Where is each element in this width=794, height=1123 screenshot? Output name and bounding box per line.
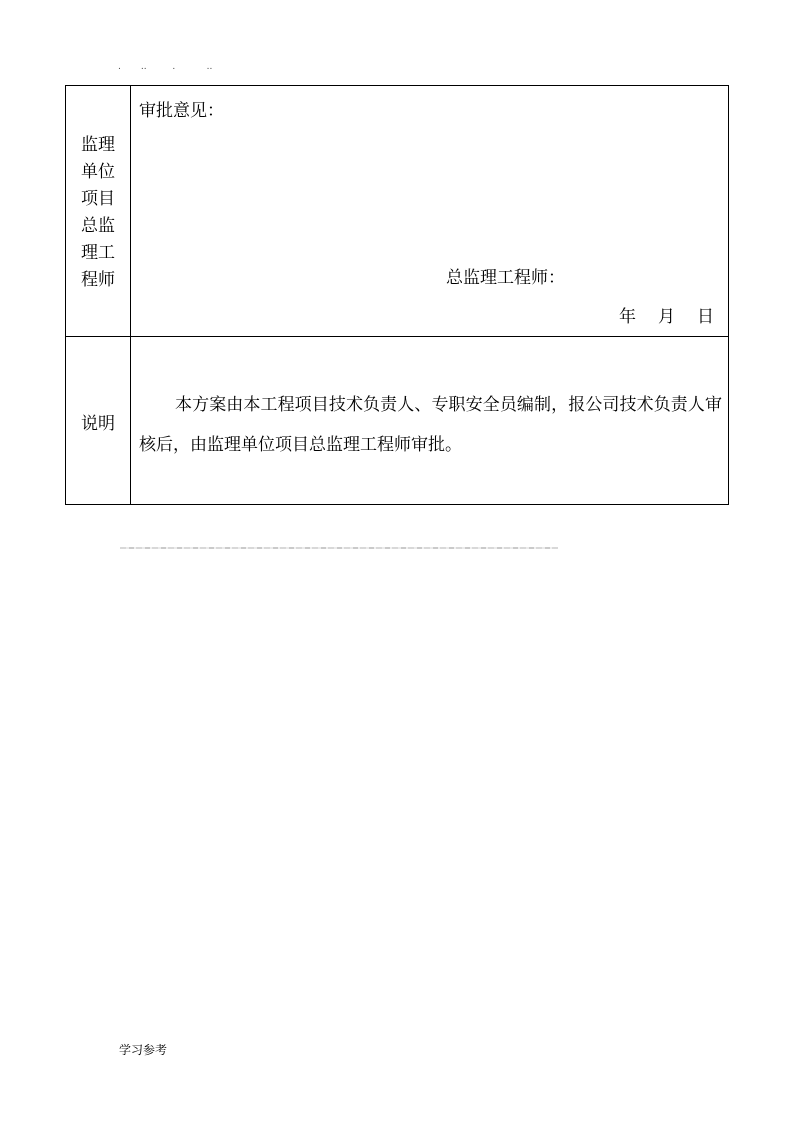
explain-text: 本方案由本工程项目技术负责人、专职安全员编制，报公司技术负责人审核后，由监理单位项目总监理工程师审批。 (139, 395, 722, 455)
approval-opinion-title: 审批意见： (139, 101, 224, 121)
faint-divider-line (120, 547, 558, 549)
header-dots: . .. . .. (118, 62, 213, 72)
explain-row (66, 337, 729, 505)
footer-note: 学习参考 (119, 1043, 168, 1057)
date-year: 年 (619, 307, 636, 327)
approval-form-table (65, 85, 729, 505)
date-month: 月 (658, 307, 675, 327)
explain-content-cell (131, 337, 729, 505)
supervision-label: 监理单位项目总监理工程师 (81, 135, 115, 290)
chief-engineer-signature-label: 总监理工程师： (446, 268, 565, 288)
supervision-label-cell (66, 86, 131, 337)
approval-row (66, 86, 729, 337)
explain-label-cell (66, 337, 131, 505)
approval-content-cell (131, 86, 729, 337)
date-day: 日 (697, 307, 714, 327)
date-line (619, 302, 714, 327)
explain-label: 说明 (81, 414, 115, 434)
